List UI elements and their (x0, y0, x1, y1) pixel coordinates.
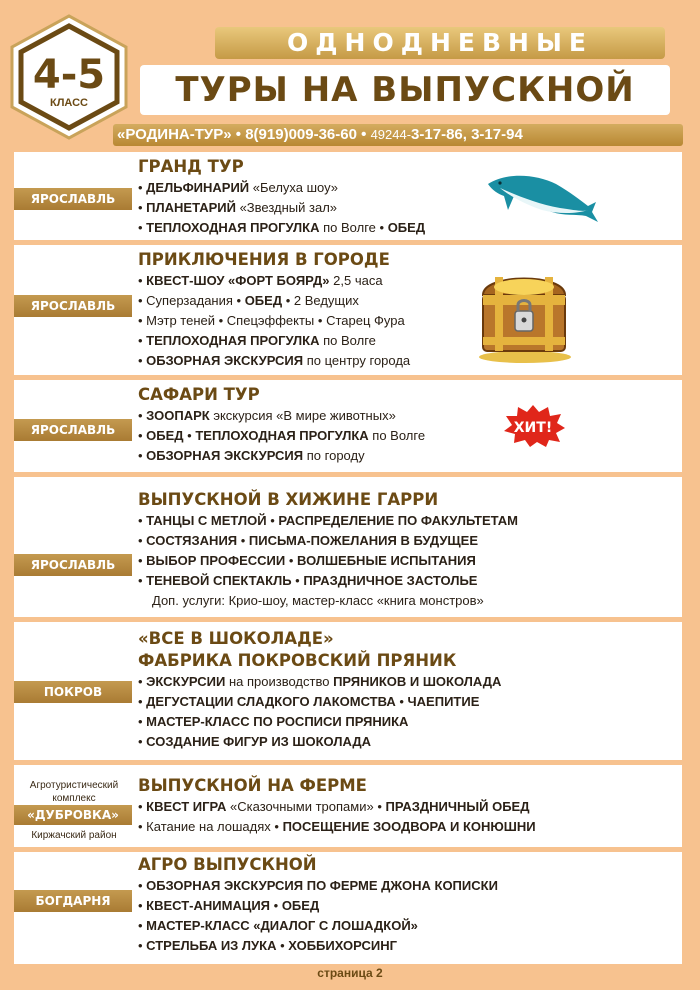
district-caption: Киржачский район (31, 830, 117, 841)
tour-line: • ВЫБОР ПРОФЕССИИ • ВОЛШЕБНЫЕ ИСПЫТАНИЯ (138, 553, 476, 568)
tour-line: • КВЕСТ ИГРА «Сказочными тропами» • ПРАЗДНИЧНЫЙ ОБЕД (138, 799, 530, 814)
phone-code: 49244- (370, 127, 412, 142)
tour-content (138, 249, 682, 371)
tour-card-farm (14, 765, 682, 847)
tour-line: • ТЕПЛОХОДНАЯ ПРОГУЛКА по Волге (138, 333, 376, 348)
tour-line: • КВЕСТ-ШОУ «ФОРТ БОЯРД» 2,5 часа (138, 273, 383, 288)
header-banner-top (215, 27, 665, 59)
tour-line: • СОЗДАНИЕ ФИГУР ИЗ ШОКОЛАДА (138, 734, 371, 749)
phone-city: 3-17-86, 3-17-94 (411, 126, 523, 143)
bullet: • (235, 126, 242, 143)
tour-card-harry (14, 477, 682, 617)
tour-extra: Доп. услуги: Крио-шоу, мастер-класс «книга монстров» (152, 593, 484, 608)
dolphin-image (484, 170, 599, 228)
tour-location-label: ЯРОСЛАВЛЬ (14, 419, 132, 441)
tour-location-label: БОГДАРНЯ (14, 890, 132, 912)
header-line1: ОДНОДНЕВНЫЕ (287, 28, 593, 57)
tour-title: «ВСЕ В ШОКОЛАДЕ» (138, 629, 334, 648)
tour-location-label: ПОКРОВ (14, 681, 132, 703)
hit-label: ХИТ! (513, 420, 553, 436)
tour-card-chocolate (14, 622, 682, 760)
tour-card-safari (14, 380, 682, 472)
tour-card-agro (14, 852, 682, 964)
tour-content (138, 156, 682, 238)
tour-line: • ТАНЦЫ С МЕТЛОЙ • РАСПРЕДЕЛЕНИЕ ПО ФАКУЛЬТЕТАМ (138, 513, 518, 528)
tour-line: • ДЕЛЬФИНАРИЙ «Белуха шоу» (138, 180, 339, 195)
contact-bar (113, 124, 683, 146)
hit-burst-icon (500, 404, 566, 448)
tour-line: • СОСТЯЗАНИЯ • ПИСЬМА-ПОЖЕЛАНИЯ В БУДУЩЕЕ (138, 533, 479, 548)
tour-location-label: ЯРОСЛАВЛЬ (14, 554, 132, 576)
tour-content (138, 775, 682, 837)
tour-title: ГРАНД ТУР (138, 157, 244, 176)
tour-line: • МАСТЕР-КЛАСС ПО РОСПИСИ ПРЯНИКА (138, 714, 409, 729)
tour-content (138, 854, 682, 956)
tour-line: • ОБЗОРНАЯ ЭКСКУРСИЯ ПО ФЕРМЕ ДЖОНА КОПИСКИ (138, 878, 498, 893)
grade-label: КЛАСС (50, 97, 88, 109)
tour-line: • ОБЗОРНАЯ ЭКСКУРСИЯ по городу (138, 448, 365, 463)
tour-line: • ПЛАНЕТАРИЙ «Звездный зал» (138, 200, 338, 215)
tour-card-adventures (14, 245, 682, 375)
tour-title: ВЫПУСКНОЙ В ХИЖИНЕ ГАРРИ (138, 490, 439, 509)
tour-line: • ОБЕД • ТЕПЛОХОДНАЯ ПРОГУЛКА по Волге (138, 428, 426, 443)
tour-content (138, 489, 682, 611)
tour-card-grand (14, 152, 682, 240)
bullet: • (361, 126, 367, 143)
tour-line: • ТЕПЛОХОДНАЯ ПРОГУЛКА по Волге • ОБЕД (138, 220, 426, 235)
header-banner-main (140, 65, 670, 115)
tour-line: • СТРЕЛЬБА ИЗ ЛУКА • ХОББИХОРСИНГ (138, 938, 398, 953)
tour-line: • МАСТЕР-КЛАСС «ДИАЛОГ С ЛОШАДКОЙ» (138, 918, 418, 933)
tour-location-label: «ДУБРОВКА» (14, 805, 132, 825)
header-line2: ТУРЫ НА ВЫПУСКНОЙ (175, 70, 635, 110)
complex-caption: Агротуристический комплекс (29, 780, 119, 804)
tour-line: • Мэтр теней • Спецэффекты • Старец Фура (138, 313, 405, 328)
grade-badge (8, 14, 130, 140)
tour-line: • Катание на лошадях • ПОСЕЩЕНИЕ ЗООДВОРА И КОНЮШНИ (138, 819, 536, 834)
tour-title: ВЫПУСКНОЙ НА ФЕРМЕ (138, 776, 367, 795)
grade-number: 4-5 (32, 52, 106, 98)
tour-line: • КВЕСТ-АНИМАЦИЯ • ОБЕД (138, 898, 320, 913)
tour-line: • Суперзадания • ОБЕД • 2 Ведущих (138, 293, 359, 308)
tour-line: • ЗООПАРК экскурсия «В мире животных» (138, 408, 396, 423)
page-number: страница 2 (317, 966, 383, 980)
tour-title: АГРО ВЫПУСКНОЙ (138, 855, 317, 874)
tour-subtitle: ФАБРИКА ПОКРОВСКИЙ ПРЯНИК (138, 651, 457, 670)
tour-content (138, 384, 682, 466)
tour-line: • ТЕНЕВОЙ СПЕКТАКЛЬ • ПРАЗДНИЧНОЕ ЗАСТОЛЬЕ (138, 573, 478, 588)
tour-location-label: ЯРОСЛАВЛЬ (14, 295, 132, 317)
tour-line: • ДЕГУСТАЦИИ СЛАДКОГО ЛАКОМСТВА • ЧАЕПИТИЕ (138, 694, 480, 709)
treasure-chest-image (469, 253, 579, 365)
tour-location-label: ЯРОСЛАВЛЬ (14, 188, 132, 210)
tour-line: • ОБЗОРНАЯ ЭКСКУРСИЯ по центру города (138, 353, 411, 368)
tour-title: ПРИКЛЮЧЕНИЯ В ГОРОДЕ (138, 250, 390, 269)
agency-name: «РОДИНА-ТУР» (117, 126, 232, 143)
tour-content (138, 628, 682, 752)
phone-mobile: 8(919)009-36-60 (245, 126, 357, 143)
tour-title: САФАРИ ТУР (138, 385, 260, 404)
tour-line: • ЭКСКУРСИИ на производство ПРЯНИКОВ И ШОКОЛАДА (138, 674, 502, 689)
